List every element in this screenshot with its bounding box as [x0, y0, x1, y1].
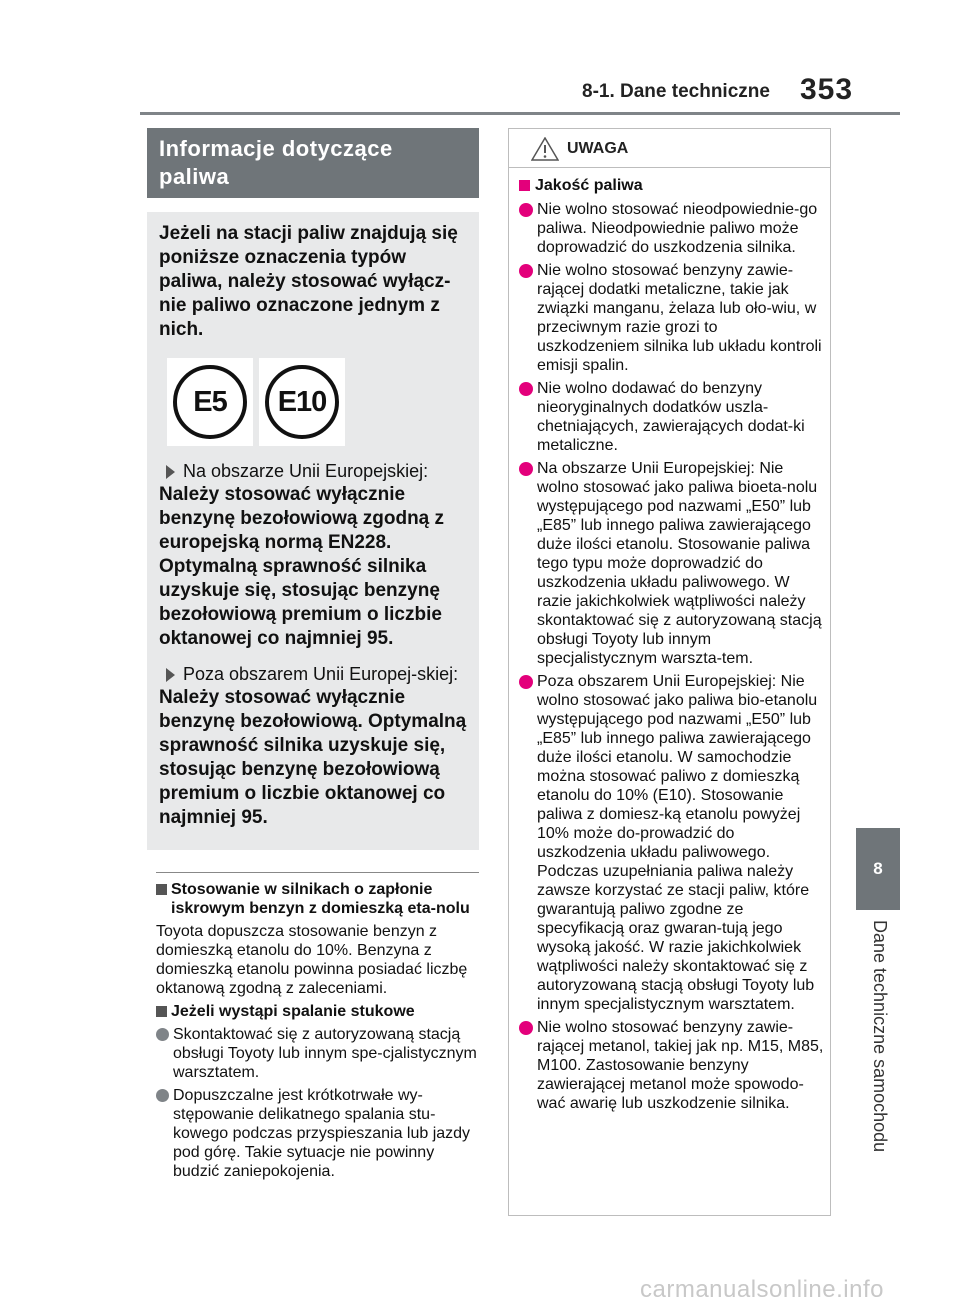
- fuel-label-e10: [259, 358, 345, 446]
- fuel-intro: Jeżeli na stacji paliw znajdują się poniższe oznaczenia typów paliwa, należy stosować wyłącz-nie paliwo oznaczone jednym z nich.: [159, 223, 458, 340]
- fuel-label-row: [167, 358, 467, 446]
- header-section-title: 8-1. Dane techniczne: [582, 81, 770, 102]
- eu-item: Na obszarze Unii Europejskiej:: [159, 460, 467, 483]
- warning-item: Nie wolno stosować benzyny zawie-rającej metanol, takiej jak np. M15, M85, M100. Zastosowanie benzyny zawierającej metanol może spowodo-wać awarię lub uszkodzenie silnika.: [519, 1018, 824, 1113]
- warning-box: [508, 128, 831, 1216]
- warning-item: Nie wolno dodawać do benzyny nieoryginalnych dodatków uszla-chetniających, zawierających dodat-ki metaliczne.: [519, 379, 824, 455]
- fuel-label-e5-circle: E5: [173, 365, 247, 439]
- warning-title: UWAGA: [567, 140, 629, 157]
- eu-text: Należy stosować wyłącznie benzynę bezołowiową zgodną z europejską normą EN228. Optymalną sprawność silnika uzyskuje się, stosując benzynę bezołowiową premium o liczbie oktanowej co najmniej 95.: [159, 484, 445, 649]
- warning-item: Nie wolno stosować benzyny zawie-rającej dodatki metaliczne, takie jak związki manganu, żelaza lub oło-wiu, w przeciwnym razie grozi to uszkodzeniem silnika lub układu kontroli emisji spalin.: [519, 261, 824, 375]
- knocking-heading: Jeżeli wystąpi spalanie stukowe: [156, 1002, 478, 1021]
- ethanol-section: [156, 880, 478, 1185]
- non-eu-text: Należy stosować wyłącznie benzynę bezołowiową. Optymalną sprawność silnika uzyskuje się, stosując benzynę bezołowiową premium o liczbie oktanowej co najmniej 95.: [159, 687, 467, 828]
- column-divider: [156, 872, 479, 873]
- chapter-tab: 8: [856, 828, 900, 910]
- warning-header: [509, 129, 830, 168]
- page-number: 353: [800, 73, 854, 106]
- warning-triangle-icon: [531, 137, 559, 161]
- header-divider: [140, 112, 900, 115]
- non-eu-item: Poza obszarem Unii Europej-skiej:: [159, 663, 467, 686]
- warning-item: Na obszarze Unii Europejskiej: Nie wolno stosować jako paliwa bioeta-nolu występującego pod nazwami „E50” lub „E85” lub innego paliwa zawierającego duże ilości etanolu. Stosowanie paliwa tego typu może doprowadzić do uszkodzenia układu paliwowego. W razie jakichkolwiek wątpliwości należy skontaktować się z autoryzowaną stacją obsługi Toyoty lub innym specjalistycznym warszta-tem.: [519, 459, 824, 668]
- knocking-bullet-2: Dopuszczalne jest krótkotrwałe wy-stępowanie delikatnego spalania stu-kowego podczas przyspieszania lub jazdy pod górę. Takie sytuacje nie powinny budzić zaniepokojenia.: [156, 1086, 478, 1181]
- warning-item: Poza obszarem Unii Europejskiej: Nie wolno stosować jako paliwa bio-etanolu występującego pod nazwami „E50” lub „E85” lub innego paliwa zawierającego duże ilości etanolu. W samochodzie można stosować paliwo z domieszką etanolu do 10% (E10). Stosowanie paliwa z domiesz-ką etanolu powyżej 10% może do-prowadzić do uszkodzenia układu paliwowego. Podczas uzupełniania paliwa należy zawsze korzystać ze stacji paliw, które gwarantują paliwo zgodne ze specyfikacją oraz gwaran-tują jego wysoką jakość. W razie jakichkolwiek wątpliwości należy skontaktować się z autoryzowaną stacją obsługi Toyoty lub innym specjalistycznym warsztatem.: [519, 672, 824, 1014]
- ethanol-paragraph: Toyota dopuszcza stosowanie benzyn z domieszką etanolu do 10%. Benzyna z domieszką etanolu powinna posiadać liczbę oktanową zgodną z zaleceniami.: [156, 923, 468, 997]
- fuel-info-box: [147, 212, 479, 850]
- fuel-label-e10-circle: E10: [265, 365, 339, 439]
- watermark: carmanualsonline.info: [640, 1276, 884, 1303]
- warning-body: [509, 168, 830, 1113]
- ethanol-heading: Stosowanie w silnikach o zapłonie iskrowym benzyn z domieszką eta-nolu: [156, 880, 478, 918]
- warning-item: Nie wolno stosować nieodpowiednie-go paliwa. Nieodpowiednie paliwo może doprowadzić do uszkodzenia silnika.: [519, 200, 824, 257]
- fuel-quality-heading: Jakość paliwa: [519, 176, 824, 195]
- fuel-label-e5: [167, 358, 253, 446]
- chapter-label: Dane techniczne samochodu: [870, 920, 890, 1153]
- section-title: Informacje dotyczące paliwa: [147, 128, 479, 198]
- knocking-bullet-1: Skontaktować się z autoryzowaną stacją obsługi Toyoty lub innym spe-cjalistycznym warsztatem.: [156, 1025, 478, 1082]
